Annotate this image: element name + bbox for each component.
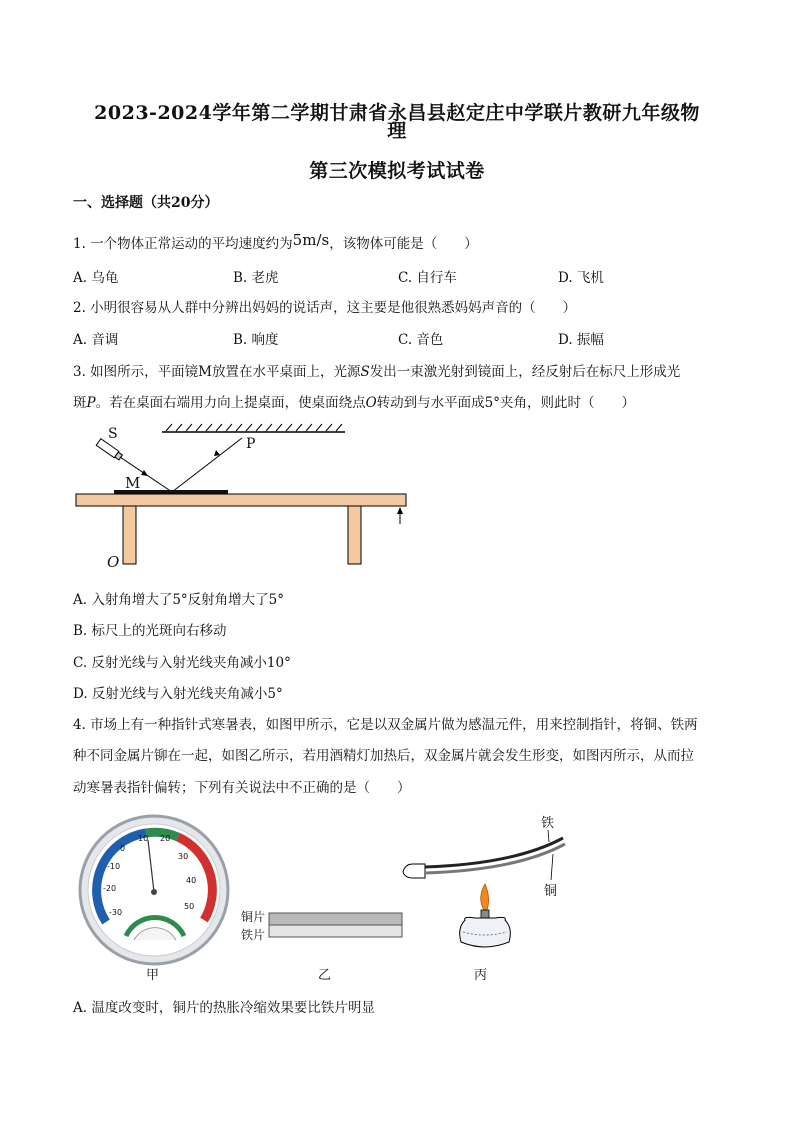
q3-text: 发出一束激光射到镜面上，经反射后在标尺上形成光 — [369, 364, 681, 380]
q1-speed: 5m/s — [292, 231, 330, 249]
table-top — [76, 494, 406, 506]
q3-option-d[interactable]: D. 反射光线与入射光线夹角减小5° — [73, 686, 283, 702]
thermometer-dial-svg — [76, 812, 232, 968]
strip-handle — [403, 864, 425, 878]
q3-text: 3. 如图所示，平面镜M放置在水平桌面上，光源 — [73, 364, 361, 380]
dial-number: 10 — [138, 834, 149, 843]
q4-option-a[interactable]: A. 温度改变时，铜片的热胀冷缩效果要比铁片明显 — [73, 1000, 375, 1016]
q1-prefix: 1. 一个物体正常运动的平均速度约为 — [73, 236, 293, 252]
question-3-stem-line2 — [73, 391, 635, 411]
ruler-hatching — [166, 424, 342, 431]
exam-title-line1: 2023-2024学年第二学期甘肃省永昌县赵定庄中学联片教研九年级物 — [94, 102, 700, 124]
figure-label-jia: 甲 — [146, 968, 160, 983]
label-copper: 铜 — [544, 884, 558, 899]
q3-var-s: S — [360, 364, 370, 380]
q3-option-b[interactable]: B. 标尺上的光斑向右移动 — [73, 623, 227, 639]
q1-option-a[interactable]: A. 乌龟 — [73, 270, 119, 286]
reflected-ray — [172, 438, 242, 492]
copper-strip — [269, 913, 402, 925]
iron-pointer — [548, 830, 549, 842]
q2-option-b[interactable]: B. 响度 — [233, 332, 279, 348]
q1-option-c[interactable]: C. 自行车 — [398, 270, 457, 286]
thermometer-dial — [76, 812, 232, 968]
table-leg-right — [348, 506, 361, 564]
iron-strip — [269, 925, 402, 937]
alcohol-lamp-icon — [460, 917, 511, 947]
dial-number: -20 — [103, 884, 117, 893]
question-4-stem-line3: 动寒暑表指针偏转；下列有关说法中不正确的是（ ） — [73, 780, 411, 796]
heated-bimetal-diagram — [395, 816, 575, 960]
table-leg-left — [123, 506, 136, 564]
label-iron: 铁 — [541, 816, 555, 831]
q2-option-d[interactable]: D. 振幅 — [558, 332, 604, 348]
label-m: M — [125, 474, 141, 492]
dial-number: 50 — [184, 902, 195, 911]
lamp-wick — [481, 910, 489, 918]
exam-title-line3: 第三次模拟考试试卷 — [309, 160, 485, 182]
q1-suffix: ，该物体可能是（ ） — [329, 236, 478, 252]
dial-number: -10 — [107, 862, 121, 871]
reflected-arrow-icon — [214, 450, 220, 456]
figure-label-bing: 丙 — [474, 968, 488, 983]
label-iron-strip: 铁片 — [241, 928, 266, 942]
label-p: P — [246, 436, 256, 452]
dial-number: 40 — [186, 876, 197, 885]
mirror-diagram-svg — [70, 420, 415, 572]
q3-text: 。若在桌面右端用力向上提桌面，使桌面绕点 — [95, 395, 366, 411]
label-o: O — [107, 553, 120, 571]
dial-number: 30 — [178, 852, 189, 861]
dial-number: 0 — [120, 844, 126, 853]
question-2-stem: 2. 小明很容易从人群中分辨出妈妈的说话声，这主要是他很熟悉妈妈声音的（ ） — [73, 300, 577, 316]
q3-mirror-diagram — [70, 420, 415, 572]
flame-icon — [481, 884, 489, 910]
dial-number: -30 — [109, 908, 123, 917]
q1-option-b[interactable]: B. 老虎 — [233, 270, 279, 286]
question-4-stem-line2: 种不同金属片铆在一起，如图乙所示，若用酒精灯加热后，双金属片就会发生形变，如图丙所示，从而拉 — [73, 748, 694, 764]
question-1-stem — [73, 232, 478, 252]
force-arrow-icon — [397, 507, 403, 514]
q2-option-c[interactable]: C. 音色 — [398, 332, 444, 348]
label-s: S — [108, 426, 118, 442]
section-heading: 一、选择题（共20分） — [73, 195, 219, 211]
exam-title-line2: 理 — [387, 120, 407, 142]
q1-option-d[interactable]: D. 飞机 — [558, 270, 604, 286]
q2-option-a[interactable]: A. 音调 — [73, 332, 119, 348]
q3-text: 转动到与水平面成5°夹角，则此时（ ） — [376, 395, 636, 411]
bimetal-strip — [268, 912, 404, 940]
bent-iron-strip — [425, 838, 563, 867]
question-3-stem-line1 — [73, 360, 680, 380]
incident-arrow-icon — [141, 470, 148, 476]
copper-pointer — [551, 854, 553, 880]
needle-hub — [151, 889, 157, 895]
q3-var-p: P — [86, 395, 96, 411]
question-4-stem-line1: 4. 市场上有一种指针式寒暑表，如图甲所示，它是以双金属片做为感温元件，用来控制指针，将铜、铁两 — [73, 717, 698, 733]
figure-label-yi: 乙 — [318, 968, 332, 983]
q3-option-a[interactable]: A. 入射角增大了5°反射角增大了5° — [73, 592, 285, 608]
bimetal-strip-svg — [268, 912, 404, 940]
q3-text: 斑 — [73, 395, 87, 411]
q3-var-o: O — [365, 395, 377, 411]
dial-number: 20 — [160, 834, 171, 843]
label-copper-strip: 铜片 — [241, 910, 266, 924]
q3-option-c[interactable]: C. 反射光线与入射光线夹角减小10° — [73, 655, 291, 671]
